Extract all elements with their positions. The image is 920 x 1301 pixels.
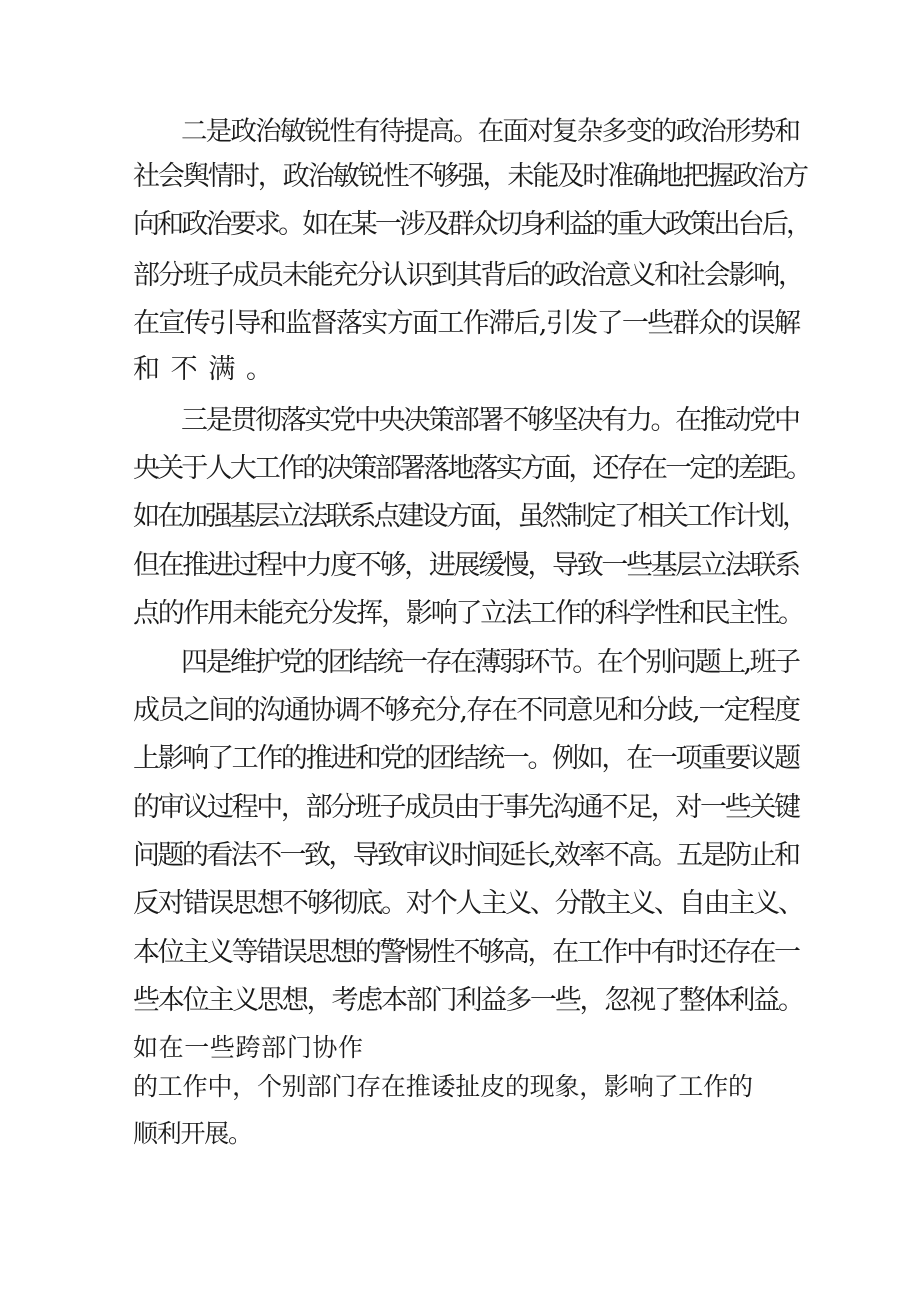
text-line: 如在加强基层立法联系点建设方面，虽然制定了相关工作计划， (133, 501, 807, 532)
text-line: 在宣传引导和监督落实方面工作滞后,引发了一些群众的误解 (133, 308, 800, 339)
text-line: 问题的看法不一致，导致审议时间延长,效率不高。五是防止和 (133, 840, 799, 871)
text-line: 社会舆情时，政治敏锐性不够强，未能及时准确地把握政治方 (133, 161, 807, 192)
text-line: 部分班子成员未能充分认识到其背后的政治意义和社会影响， (133, 260, 803, 291)
text-line: 二是政治敏锐性有待提高。在面对复杂多变的政治形势和 (181, 116, 800, 147)
text-line: 向和政治要求。如在某一涉及群众切身利益的重大政策出台后， (133, 209, 811, 240)
text-line: 四是维护党的团结统一存在薄弱环节。在个别问题上,班子 (181, 647, 799, 678)
text-line: 三是贯彻落实党中央决策部署不够坚决有力。在推动党中 (181, 405, 799, 436)
text-line: 本位主义等错误思想的警惕性不够高，在工作中有时还存在一 (133, 937, 799, 968)
text-line: 和不满。 (133, 354, 284, 385)
text-line: 上影响了工作的推进和党的团结统一。例如，在一项重要议题 (133, 743, 799, 774)
text-line: 些本位主义思想，考虑本部门利益多一些，忽视了整体利益。 (133, 985, 803, 1016)
text-line: 但在推进过程中力度不够，进展缓慢，导致一些基层立法联系 (133, 550, 799, 581)
text-line: 的工作中，个别部门存在推诿扯皮的现象，影响了工作的 (133, 1072, 753, 1101)
text-line: 央关于人大工作的决策部署落地落实方面，还存在一定的差距。 (133, 453, 811, 484)
text-line: 如在一些跨部门协作 (133, 1033, 364, 1062)
text-line: 反对错误思想不够彻底。对个人主义、分散主义、自由主义、 (133, 888, 803, 919)
text-line: 的审议过程中，部分班子成员由于事先沟通不足，对一些关键 (133, 792, 799, 823)
text-line: 成员之间的沟通协调不够充分,存在不同意见和分歧,一定程度 (133, 695, 800, 726)
text-line: 顺利开展。 (133, 1119, 252, 1148)
text-line: 点的作用未能充分发挥，影响了立法工作的科学性和民主性。 (133, 598, 803, 629)
